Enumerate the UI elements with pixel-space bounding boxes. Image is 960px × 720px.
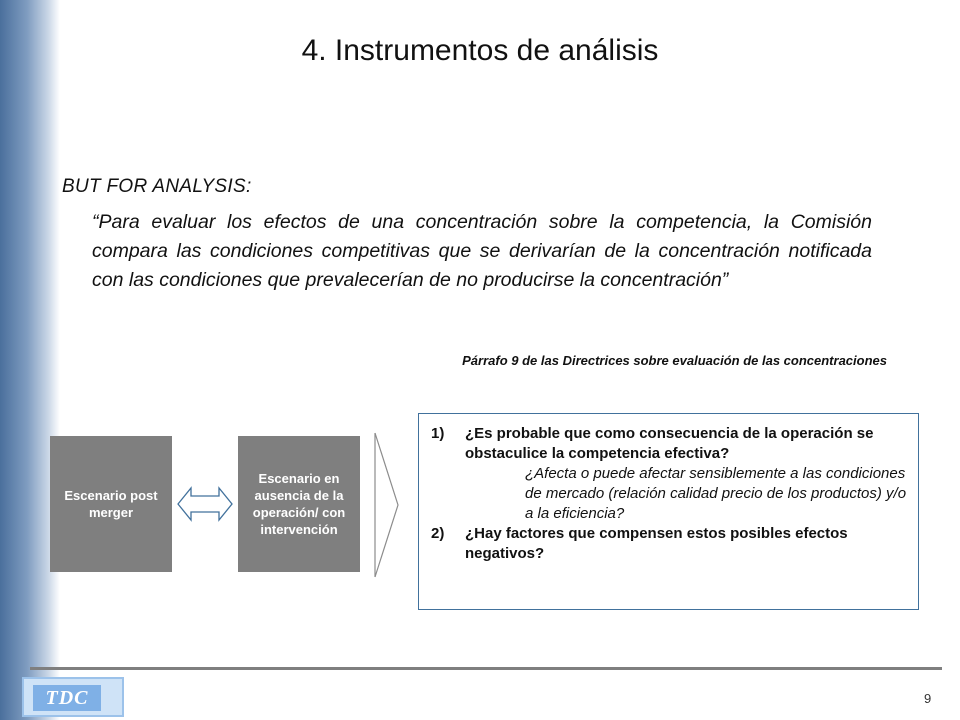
quote-text: “Para evaluar los efectos de una concentración sobre la competencia, la Comisión compara las condiciones competitivas que se derivarían de la concentración notificada con las condiciones que prevalecerían de no producirse la concentración” xyxy=(92,211,872,291)
question-item-1 xyxy=(431,424,908,464)
tdc-logo-text: TDC xyxy=(33,685,101,711)
tdc-logo xyxy=(22,677,124,717)
post-merger-box xyxy=(50,436,172,572)
question-number-2: 2) xyxy=(431,525,445,542)
absence-scenario-label: Escenario en ausencia de la operación/ con intervención xyxy=(252,471,346,537)
chevron-arrow-icon xyxy=(372,432,400,578)
question-subtext-1: ¿Afecta o puede afectar sensiblemente a las condiciones de mercado (relación calidad precio de los productos) y/o a la eficiencia? xyxy=(525,465,907,522)
question-text-2: ¿Hay factores que compensen estos posibles efectos negativos? xyxy=(465,525,848,562)
quote-source: Párrafo 9 de las Directrices sobre evaluación de las concentraciones xyxy=(462,353,887,368)
side-gradient-bar xyxy=(0,0,60,720)
slide-title: 4. Instrumentos de análisis xyxy=(301,34,659,67)
page-number: 9 xyxy=(924,691,932,706)
questions-box xyxy=(418,413,919,610)
footer-divider xyxy=(30,667,942,670)
double-arrow-icon xyxy=(177,486,233,522)
but-for-analysis-heading: BUT FOR ANALYSIS: xyxy=(62,176,252,197)
question-item-2 xyxy=(431,524,908,564)
question-number-1: 1) xyxy=(431,425,445,442)
post-merger-label: Escenario post merger xyxy=(64,488,158,520)
question-text-1: ¿Es probable que como consecuencia de la operación se obstaculice la competencia efectiva? xyxy=(465,425,874,462)
absence-scenario-box xyxy=(238,436,360,572)
